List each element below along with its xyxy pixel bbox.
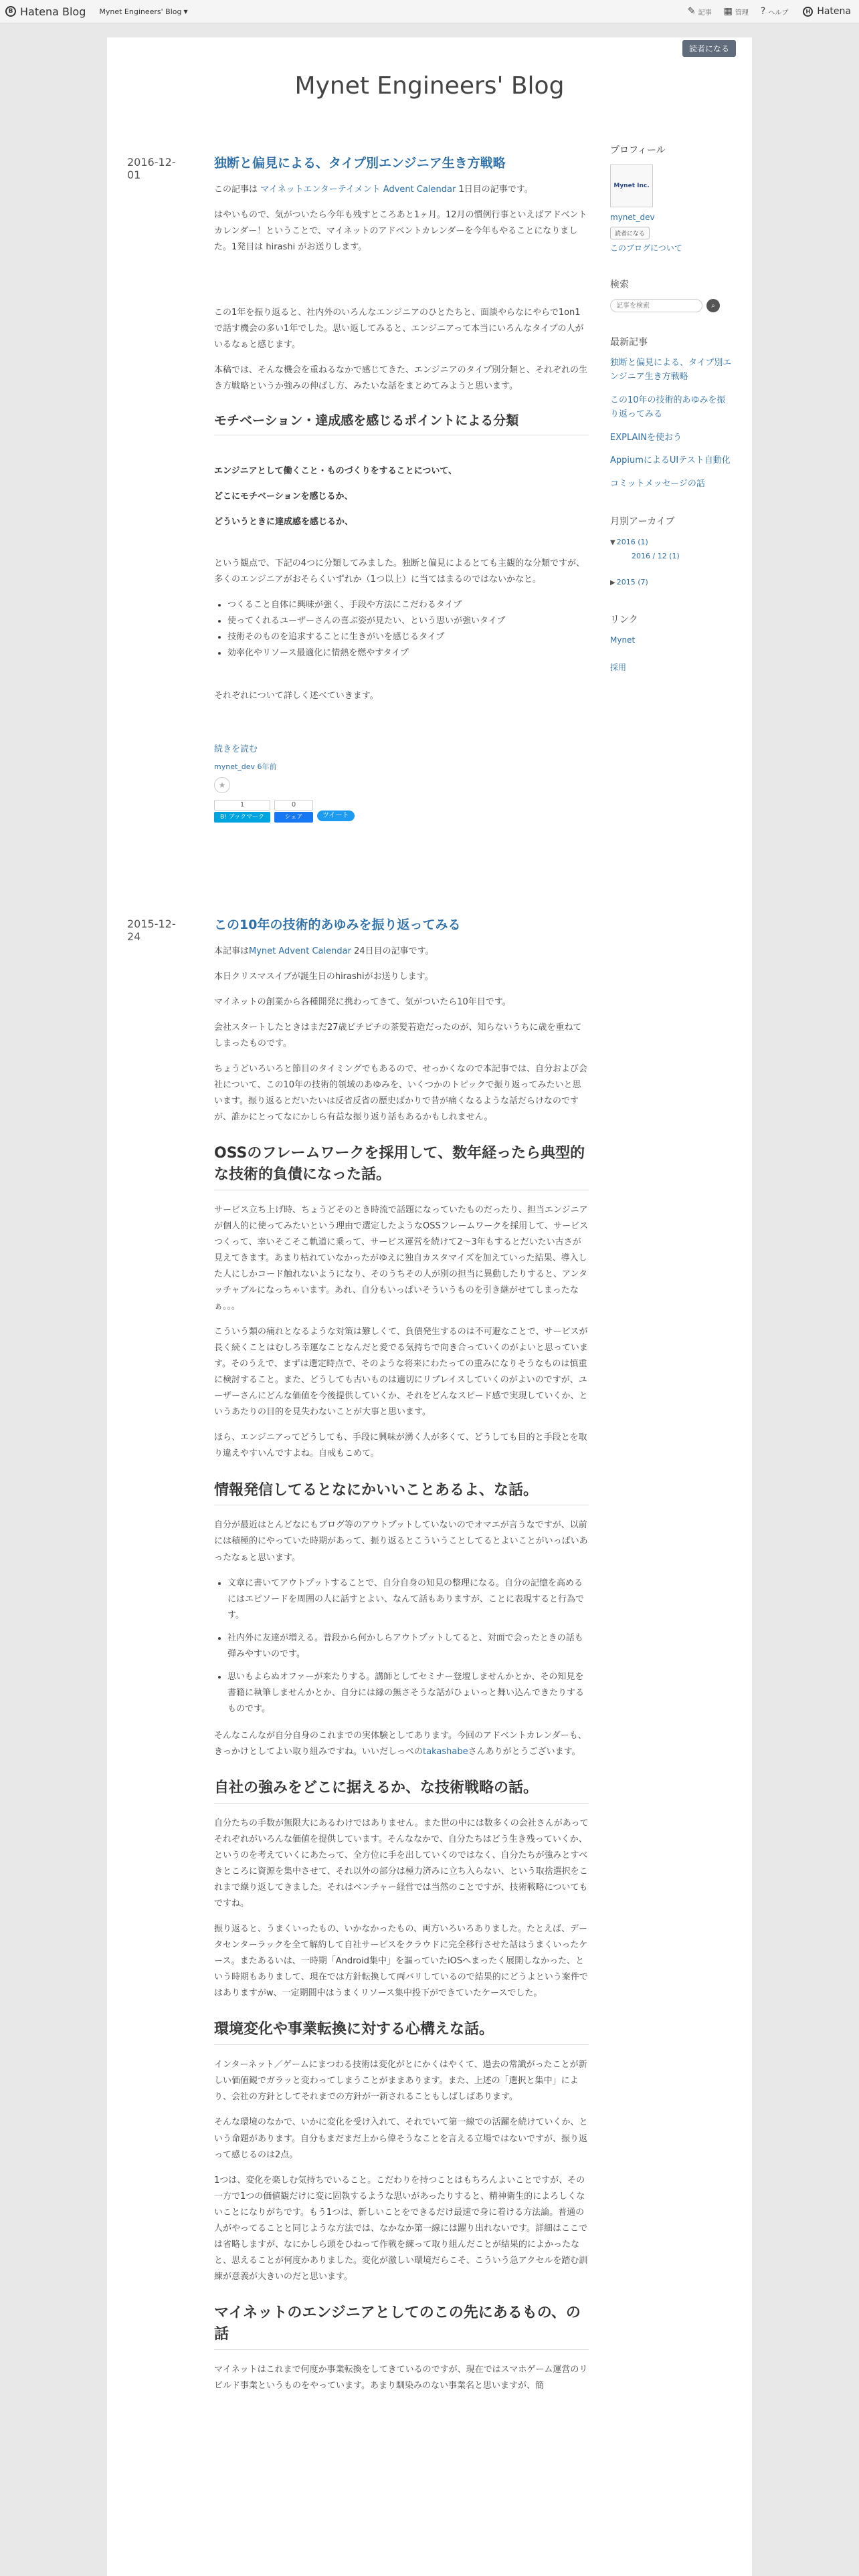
admin-button[interactable]	[724, 6, 749, 17]
pencil-icon: ✎	[687, 6, 696, 17]
help-button[interactable]	[761, 6, 788, 17]
archive-year[interactable]	[610, 536, 734, 550]
paragraph: こういう類の痛れとなるような対策は難しくて、負債発生するのは不可避なことで、サービスが長く続くことはむしろ幸運なことなんだと愛でる気持ちで向き合っていくのがよいと思っています。そのうえで、まずは選定時点で、そのような将来にわたっての重みになりそうなものは慎重に検討すること。また、どうしても古いものは適切にリプレイスしていくのがよいのですが、ユーザーさんにどんな価値を今後提供していくか、それをどんなスピード感で実現していくか、というあたりの目的を見失わないことが大事と思います。	[214, 1327, 588, 1418]
section-heading: モチベーション・達成感を感じるポイントによる分類	[214, 412, 589, 435]
star-icon: ★	[218, 780, 226, 790]
recent-entry-link[interactable]: この10年の技術的あゆみを振り返ってみる	[610, 395, 726, 419]
bold-line: エンジニアとして働くこと・ものづくりをすることについて、	[214, 465, 458, 476]
avatar[interactable]	[610, 165, 653, 207]
search-input[interactable]	[610, 299, 702, 312]
search-button[interactable]	[706, 299, 720, 312]
section-heading: OSSのフレームワークを採用して、数年経ったら典型的な技術的負債になった話。	[214, 1143, 589, 1190]
hatena-bookmark-share	[214, 800, 270, 823]
paragraph: ほら、エンジニアってどうしても、手段に興味が湧く人が多くて、どうしても目的と手段とを取り違えやすいんですよね。自戒もこめて。	[214, 1432, 587, 1459]
module-title: 月別アーカイブ	[610, 516, 675, 527]
paragraph: サービス立ち上げ時、ちょうどそのとき時流で話題になっていたものだったり、担当エンジニアが個人的に使ってみたいという理由で選定したようなOSSフレームワークを採用して、サービスつくって、幸いそこそこ軌道に乗って、サービス運営を続けて2〜3年もするとだいたい古さが見えてきます。あまり枯れていなかったがゆえに独自カスタマイズを加えていった結果、導入した人にしかコード触れないようになり、そのうちその人が別の担当に異動したりすると、アンタッチャブルになっちゃいます。あれ、自分もいっぱいそういうものを引き継がせてしまったなぁ。。。	[214, 1204, 588, 1312]
add-star-button[interactable]	[214, 777, 230, 793]
module-title: 検索	[610, 280, 629, 291]
entry-body	[214, 154, 589, 823]
about-blog-link[interactable]: このブログについて	[610, 243, 682, 253]
caret-down-icon: ▼	[183, 8, 188, 15]
facebook-count: 0	[274, 800, 313, 811]
search-icon: ⌕	[711, 302, 715, 310]
write-entry-label: 記事	[698, 9, 712, 17]
entry-footer	[214, 761, 589, 772]
bookmark-count[interactable]: 1	[214, 800, 270, 811]
hatena-logo-icon: H	[803, 7, 813, 17]
archive-year-link[interactable]: 2016 (1)	[616, 537, 648, 546]
list-item: • 技術そのものを追求することに生きがいを感じるタイプ	[227, 629, 589, 645]
section-heading: 環境変化や事業転換に対する心構えな話。	[214, 2019, 589, 2045]
entry-list	[127, 154, 589, 2403]
paragraph: そんな環境のなかで、いかに変化を受け入れて、それでいて第一線での活躍を続けていくか、という命題があります。自分もまだまだ上から偉そうなことを言える立場ではないですが、振り返って感じるのは2点。	[214, 2117, 588, 2160]
recent-entry-link[interactable]: 独断と偏見による、タイプ別エンジニア生き方戦略	[610, 358, 732, 383]
entry	[127, 916, 589, 2394]
links-module	[610, 613, 734, 674]
entry-body	[214, 916, 589, 2394]
facebook-share	[274, 800, 313, 823]
subscribe-button[interactable]: 読者になる	[682, 40, 736, 57]
paragraph: マイネットの創業から各種開発に携わってきて、気がついたら10年目です。	[214, 996, 511, 1007]
entry-intro	[214, 944, 589, 960]
archive-year-link[interactable]: 2015 (7)	[616, 577, 648, 586]
intro-text: 本記事は	[214, 946, 250, 956]
module-title: リンク	[610, 614, 638, 625]
recent-entry-link[interactable]: EXPLAINを使おう	[610, 432, 682, 443]
grid-icon: ▦	[723, 6, 733, 17]
archive-month[interactable]	[610, 550, 734, 564]
paragraph-text: そんなこんなが自分自身のこれまでの実体験としてあります。今回のアドベントカレンダーも、きっかけとしてよい取り組みですね。いいだしっぺの	[214, 1730, 587, 1757]
read-more-link[interactable]: 続きを読む	[214, 744, 258, 755]
module-title: プロフィール	[610, 145, 666, 156]
tweet-button[interactable]: ツイート	[317, 811, 355, 821]
list-item: • 使ってくれるユーザーさんの喜ぶ姿が見たい、という思いが強いタイプ	[227, 613, 589, 629]
paragraph: 本稿では、そんな機会を重ねるなかで感じてきた、エンジニアのタイプ別分類と、それぞれの生き方戦略というか強みの伸ばし方、みたいな話をまとめてみようと思います。	[214, 364, 588, 391]
entry-title[interactable]: 独断と偏見による、タイプ別エンジニア生き方戦略	[214, 156, 506, 171]
archive-year[interactable]	[610, 576, 734, 590]
triangle-down-icon: ▼	[610, 538, 615, 546]
benefit-list	[214, 1576, 589, 1717]
entry-intro	[214, 182, 589, 198]
advent-calendar-link[interactable]: Mynet Advent Calendar	[249, 946, 351, 956]
sidebar	[610, 143, 734, 697]
follow-button[interactable]: 読者になる	[610, 227, 650, 239]
paragraph: 会社スタートしたときはまだ27歳ピチピチの茶髪若造だったのが、知らないうちに歳を重ねてしまったものです。	[214, 1022, 582, 1049]
link-recruit[interactable]: 採用	[610, 662, 627, 672]
blog-title[interactable]: Mynet Engineers' Blog	[294, 72, 565, 100]
avatar-label: Mynet Inc.	[613, 182, 650, 189]
list-item: • 効率化やリソース最適化に情熱を燃やすタイプ	[227, 645, 589, 661]
intro-text: この記事は	[214, 184, 261, 195]
paragraph: 振り返ると、うまくいったもの、いかなかったもの、両方いろいろありました。たとえば、データセンターラックを全て解約して自社サービスをクラウドに完全移行させた話はうまくいったケース。またあるいは、一時期「Android集中」を謳っていたiOSへまったく展開しなかった、という時期もありまして、現在では方針転換して両バリしているので結果的にどうよという案件ではありますがw、一定期間中はうまくリソース集中投下ができていたケースでした。	[214, 1924, 588, 1999]
archive-module	[610, 514, 734, 590]
archive-month-link[interactable]: 2016 / 12 (1)	[632, 551, 680, 560]
type-list	[214, 597, 589, 661]
paragraph: それぞれについて詳しく述べていきます。	[214, 690, 379, 701]
hatena-logo-icon: B	[5, 6, 16, 17]
link-mynet[interactable]: Mynet	[610, 635, 636, 645]
author-link[interactable]: mynet_dev	[214, 762, 256, 772]
advent-calendar-link[interactable]: マイネットエンターテイメント Advent Calendar	[260, 184, 456, 195]
hatena-account-menu[interactable]	[803, 6, 851, 17]
section-heading: マイネットのエンジニアとしてのこの先にあるもの、の話	[214, 2302, 589, 2350]
hatena-blog-label: Hatena Blog	[20, 5, 86, 18]
paragraph: 自分たちの手数が無限大にあるわけではありません。また世の中には数多くの会社さんがあってそれぞれがいろんな価値を提供しています。そんななかで、自分たちはどう生き残っていくか、というのを考えていくにあたって、全方位に手を出していくのではなく、自分たちが強みとすべきところに資源を集中させて、それ以外の部分は極力済みに立ち入らない、という取捨選択をこれまで繰り返してきました。それはベンチャー経営では当然のことですが、技術戦略についてもですね。	[214, 1818, 589, 1909]
list-item: • 思いもよらぬオファーが来たりする。講師としてセミナー登壇しませんかとか、その知見を書籍に執筆しませんかとか、自分には縁の無さそうな話がひょいっと舞い込んできたりするものです。	[227, 1669, 589, 1717]
list-item: • 社内外に友達が増える。普段から何かしらアウトプットしてると、対面で会ったときの話も弾みやすいのです。	[227, 1630, 589, 1662]
paragraph: マイネットはこれまで何度か事業転換をしてきているのですが、現在ではスマホゲーム運営のリビルド事業というものをやっています。あまり馴染みのない事業名と思いますが、簡	[214, 2364, 588, 2391]
profile-module	[610, 143, 734, 255]
entry-date[interactable]: 2015-12-24	[127, 918, 176, 944]
blog-switcher[interactable]	[99, 7, 187, 16]
help-icon: ?	[760, 6, 766, 17]
hatena-topbar	[0, 0, 859, 23]
blog-switcher-label: Mynet Engineers' Blog	[99, 7, 182, 16]
paragraph-text: さんありがとうございます。	[468, 1746, 581, 1757]
recent-entry-link[interactable]: AppiumによるUIテスト自動化	[610, 455, 731, 466]
paragraph: この1年を振り返ると、社内外のいろんなエンジニアのひとたちと、面談やらなにやらで1on1で話す機会の多い1年でした。思い返してみると、エンジニアって本当にいろんなタイプの人がいるなぁと感じます。	[214, 307, 584, 350]
triangle-right-icon: ▶	[610, 578, 615, 586]
paragraph: 自分が最近はとんどなにもブログ等のアウトプットしていないのでオマエが言うなですが、以前には積極的にやっていた時期があって、振り返るとこういうことしてるとよいことがいっぱいあったなぁと思います。	[214, 1520, 588, 1563]
facebook-share-button[interactable]: シェア	[274, 812, 313, 823]
takashabe-link[interactable]: takashabe	[423, 1746, 468, 1757]
paragraph: インターネット／ゲームにまつわる技術は変化がとにかくはやくて、過去の常識がったことが新しい価値観でガラッと変わってしまうことがままあります。また、上述の「選択と集中」により、会社の方針としてそれまでの方針が一新されることもしばしばあります。	[214, 2060, 587, 2103]
intro-text: 24日目の記事です。	[351, 946, 434, 956]
entry-date[interactable]: 2016-12-01	[127, 156, 176, 181]
intro-text: 1日目の記事です。	[456, 184, 533, 195]
blog-page	[107, 37, 752, 2576]
bold-line: どういうときに達成感を感じるか、	[214, 516, 354, 527]
topbar-right	[676, 6, 851, 17]
search-module	[610, 278, 734, 312]
entry-title[interactable]: この10年の技術的あゆみを振り返ってみる	[214, 918, 461, 933]
paragraph: はやいもので、気がついたら今年も残すところあと1ヶ月。12月の慣例行事といえばアドベントカレンダー！ということで、マイネットのアドベントカレンダーを今年もやることになりました。1発目は hirashi がお送りします。	[214, 209, 587, 252]
recent-entries-module	[610, 335, 734, 492]
share-buttons	[214, 800, 589, 823]
hatena-blog-logo[interactable]	[5, 5, 86, 18]
paragraph: という観点で、下記の4つに分類してみました。独断と偏見によるとても主観的な分類ですが、多くのエンジニアがおそらくいずれか（1つ以上）に当てはまるのではないかなと。	[214, 558, 585, 584]
list-item: • つくること自体に興味が強く、手段や方法にこだわるタイプ	[227, 597, 589, 613]
recent-entry-link[interactable]: コミットメッセージの話	[610, 479, 705, 490]
paragraph: 1つは、変化を楽しむ気持ちでいること。こだわりを持つことはもちろんよいことですが、その一方で1つの価値観だけに変に固執するような思いがあったりすると、精神衛生的によろしくないことになりがちです。もう1つは、新しいことをできるだけ最速で身に着ける方法論。普通の人がやってることと同じような方法では、なかなか第一線には躍り出れないです。詳細はここでは省略しますが、なにかしら頭をひねって作戦を練って取り組んだことが結果的によかったなと、思えることが何度かありました。変化が激しい環境だらこそ、こういう急アクセルを踏む訓練が意義が大きいのだと思います。	[214, 2175, 588, 2282]
paragraph: ちょうどいろいろと節目のタイミングでもあるので、せっかくなので本記事では、自分および会社について、この10年の技術的領域のあゆみを、いくつかのトピックで振り返ってみたいと思います。振り返るとだいたいは反省反省の歴史ばかりで昔が痛くなるような話だらけなのですが、誰かにとってなにかしら有益な振り返り話もあるかもしれません。	[214, 1063, 587, 1122]
help-label: ヘルプ	[768, 9, 789, 17]
section-heading: 自社の強みをどこに据えるか、な技術戦略の話。	[214, 1778, 589, 1804]
permalink[interactable]: 6年前	[257, 762, 277, 772]
module-title: 最新記事	[610, 337, 648, 348]
entry	[127, 154, 589, 823]
hatena-label: Hatena	[817, 6, 851, 17]
list-item: • 文章に書いてアウトプットすることで、自分自身の知見の整理になる。自分の記憶を高めるにはエピソードを周囲の人に話すとよい、なんて話もありますが、ことに表現すると行為です。	[227, 1576, 589, 1624]
profile-name-link[interactable]: mynet_dev	[610, 213, 655, 222]
paragraph: 本日クリスマスイブが誕生日のhirashiがお送りします。	[214, 971, 434, 982]
section-heading: 情報発信してるとなにかいいことあるよ、な話。	[214, 1480, 589, 1506]
hatena-bookmark-button[interactable]: B! ブックマーク	[214, 812, 270, 823]
admin-label: 管理	[735, 9, 749, 17]
paragraph	[214, 1728, 589, 1760]
bold-line: どこにモチベーションを感じるか、	[214, 491, 353, 502]
write-entry-button[interactable]	[688, 6, 712, 17]
